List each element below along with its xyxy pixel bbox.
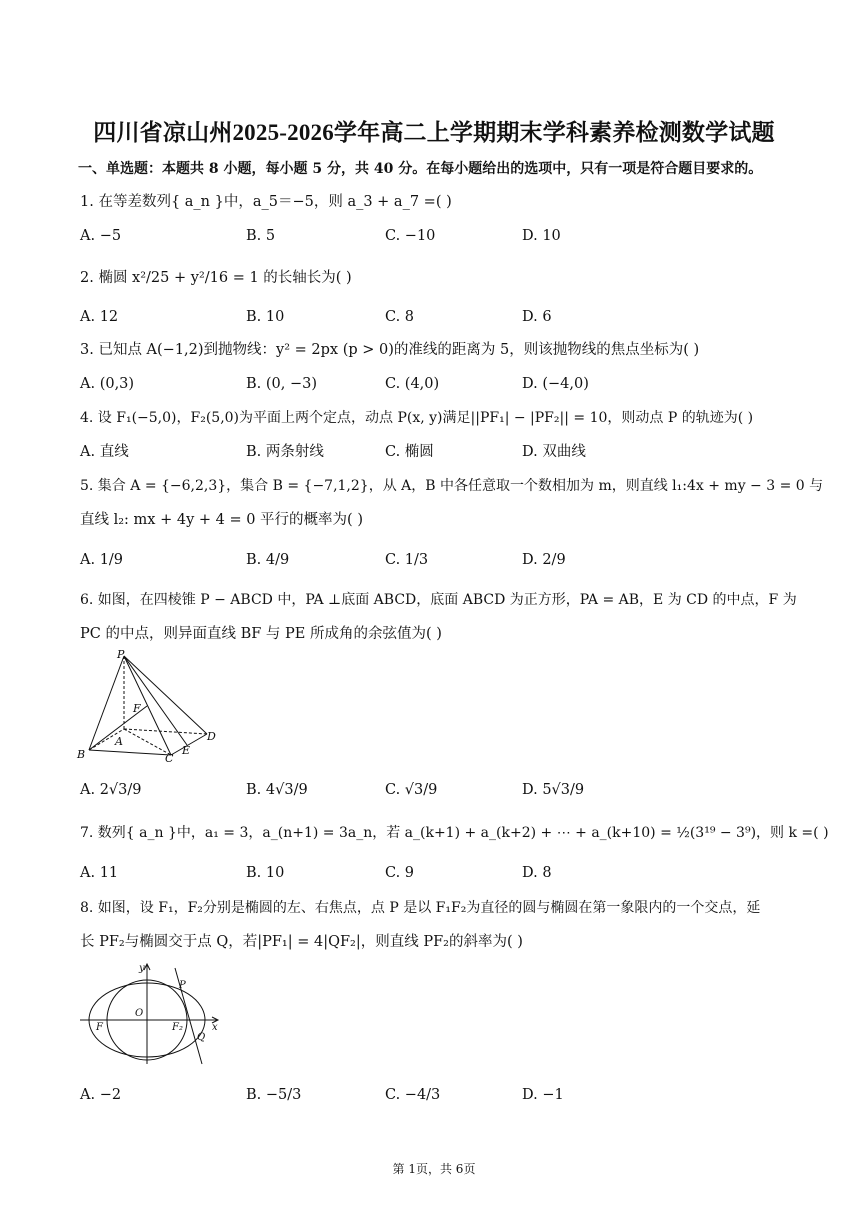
label-f2: F₂ <box>172 1022 183 1033</box>
question-6-line-1: 6. 如图，在四棱锥 P − ABCD 中，PA ⊥底面 ABCD，底面 ABCD 为正方形，PA = AB，E 为 CD 的中点，F 为 <box>80 592 797 608</box>
q2-option-c: C. 8 <box>385 309 415 325</box>
label-a: A <box>115 735 123 748</box>
label-e: E <box>182 744 191 757</box>
q7-option-d: D. 8 <box>522 865 552 881</box>
question-6-line-2: PC 的中点，则异面直线 BF 与 PE 所成角的余弦值为( ) <box>80 626 442 642</box>
q7-option-a: A. 11 <box>80 865 119 881</box>
label-p: P <box>117 650 125 661</box>
page-title: 四川省凉山州2025-2026学年高二上学期期末学科素养检测数学试题 <box>93 120 775 145</box>
q3-option-d: D. (−4,0) <box>522 376 589 392</box>
q6-option-b: B. 4√3/9 <box>246 782 308 798</box>
q5-option-c: C. 1/3 <box>385 552 429 568</box>
label-f: F <box>133 702 141 715</box>
q5-option-b: B. 4/9 <box>246 552 290 568</box>
section-heading: 一、单选题：本题共 8 小题，每小题 5 分，共 40 分。在每小题给出的选项中，只有一项是符合题目要求的。 <box>78 161 763 177</box>
question-5-line-1: 5. 集合 A = {−6,2,3}，集合 B = {−7,1,2}，从 A，B 中各任意取一个数相加为 m，则直线 l₁:4x + my − 3 = 0 与 <box>80 478 824 494</box>
label-o: O <box>135 1008 144 1019</box>
question-8-line-1: 8. 如图，设 F₁，F₂分别是椭圆的左、右焦点，点 P 是以 F₁F₂为直径的圆与椭圆在第一象限内的一个交点，延 <box>80 900 761 916</box>
q2-option-b: B. 10 <box>246 309 285 325</box>
label-p: P <box>179 980 186 991</box>
q3-option-b: B. (0, −3) <box>246 376 318 392</box>
question-5-line-2: 直线 l₂: mx + 4y + 4 = 0 平行的概率为( ) <box>80 512 363 528</box>
label-q: Q <box>197 1032 206 1043</box>
question-2: 2. 椭圆 x²/25 + y²/16 = 1 的长轴长为( ) <box>80 270 352 286</box>
label-y: y <box>139 963 145 974</box>
label-d: D <box>207 730 216 743</box>
q3-option-a: A. (0,3) <box>80 376 135 392</box>
q5-option-d: D. 2/9 <box>522 552 566 568</box>
q4-option-a: A. 直线 <box>80 444 129 460</box>
page-footer: 第 1页，共 6页 <box>392 1162 476 1176</box>
q1-option-b: B. 5 <box>246 228 276 244</box>
q1-option-c: C. −10 <box>385 228 436 244</box>
diagonal-ac <box>124 729 171 755</box>
q7-option-c: C. 9 <box>385 865 415 881</box>
q8-option-c: C. −4/3 <box>385 1087 441 1103</box>
q1-option-a: A. −5 <box>80 228 122 244</box>
q2-option-a: A. 12 <box>80 309 119 325</box>
q7-option-b: B. 10 <box>246 865 285 881</box>
pyramid-figure <box>75 650 225 762</box>
edge-pe <box>124 656 187 745</box>
q8-option-d: D. −1 <box>522 1087 564 1103</box>
label-b: B <box>77 748 86 761</box>
q5-option-a: A. 1/9 <box>80 552 124 568</box>
q8-option-a: A. −2 <box>80 1087 122 1103</box>
q4-option-d: D. 双曲线 <box>522 444 586 460</box>
label-c: C <box>165 752 174 762</box>
q2-option-d: D. 6 <box>522 309 552 325</box>
edge-bc <box>89 750 171 755</box>
q3-option-c: C. (4,0) <box>385 376 440 392</box>
question-8-line-2: 长 PF₂与椭圆交于点 Q，若|PF₁| = 4|QF₂|，则直线 PF₂的斜率为( ) <box>80 934 523 950</box>
question-1: 1. 在等差数列{ a_n }中，a_5＝−5，则 a_3 + a_7 =( ) <box>80 194 452 210</box>
q1-option-d: D. 10 <box>522 228 561 244</box>
edge-pd <box>124 656 207 734</box>
question-4: 4. 设 F₁(−5,0)，F₂(5,0)为平面上两个定点，动点 P(x, y)满足||PF₁| − |PF₂|| = 10，则动点 P 的轨迹为( ) <box>80 410 754 426</box>
q6-option-c: C. √3/9 <box>385 782 438 798</box>
label-f1: F <box>96 1022 103 1033</box>
edge-pc <box>124 656 171 755</box>
q4-option-b: B. 两条射线 <box>246 444 324 460</box>
ellipse-figure <box>78 958 223 1068</box>
question-7: 7. 数列{ a_n }中，a₁ = 3，a_(n+1) = 3a_n，若 a_(k+1) + a_(k+2) + ⋯ + a_(k+10) = ½(3¹⁹ − 3⁹)，则 k =( ) <box>80 825 829 841</box>
q6-option-a: A. 2√3/9 <box>80 782 142 798</box>
q6-option-d: D. 5√3/9 <box>522 782 585 798</box>
q4-option-c: C. 椭圆 <box>385 444 434 460</box>
edge-ad <box>124 729 207 734</box>
label-x: x <box>212 1022 218 1033</box>
question-3: 3. 已知点 A(−1,2)到抛物线：y² = 2px (p > 0)的准线的距离为 5，则该抛物线的焦点坐标为( ) <box>80 342 700 358</box>
q8-option-b: B. −5/3 <box>246 1087 302 1103</box>
